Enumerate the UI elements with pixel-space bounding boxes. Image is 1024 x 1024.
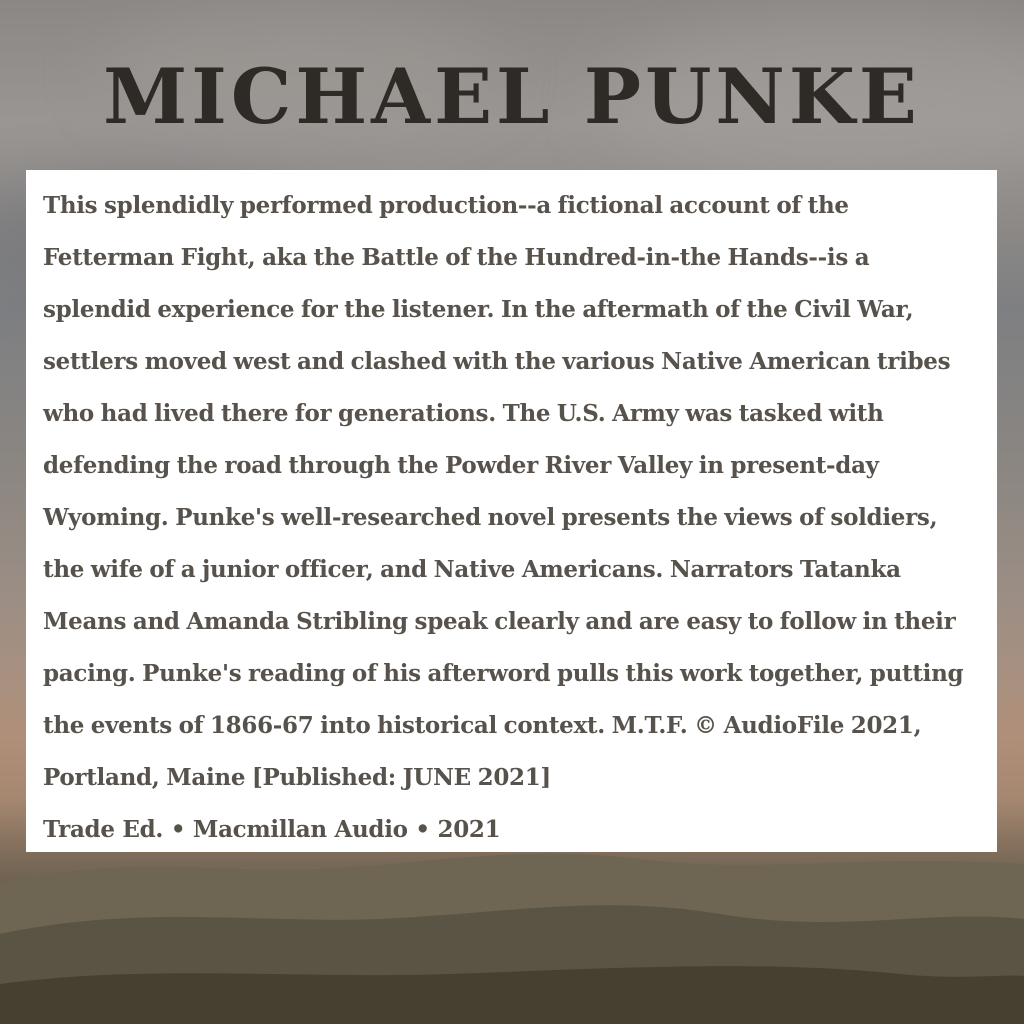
review-card bbox=[26, 170, 997, 852]
review-text: This splendidly performed production--a fictional account of the Fetterman Fight, aka the Battle of the Hundred-in-the Hands--is a splendid experience for the listener. In the aftermath of the Civil War, settlers moved west and clashed with the various Native American tribes who had lived there for generations. The U.S. Army was tasked with defending the road through the Powder River Valley in present-day Wyoming. Punke's well-researched novel presents the views of soldiers, the wife of a junior officer, and Native Americans. Narrators Tatanka Means and Amanda Stribling speak clearly and are easy to follow in their pacing. Punke's reading of his afterword pulls this work together, putting the events of 1866-67 into historical context. M.T.F. © AudioFile 2021, Portland, Maine [Published: JUNE 2021] bbox=[43, 192, 964, 791]
publication-line: Trade Ed. • Macmillan Audio • 2021 bbox=[43, 816, 501, 843]
author-title: MICHAEL PUNKE bbox=[103, 52, 921, 141]
